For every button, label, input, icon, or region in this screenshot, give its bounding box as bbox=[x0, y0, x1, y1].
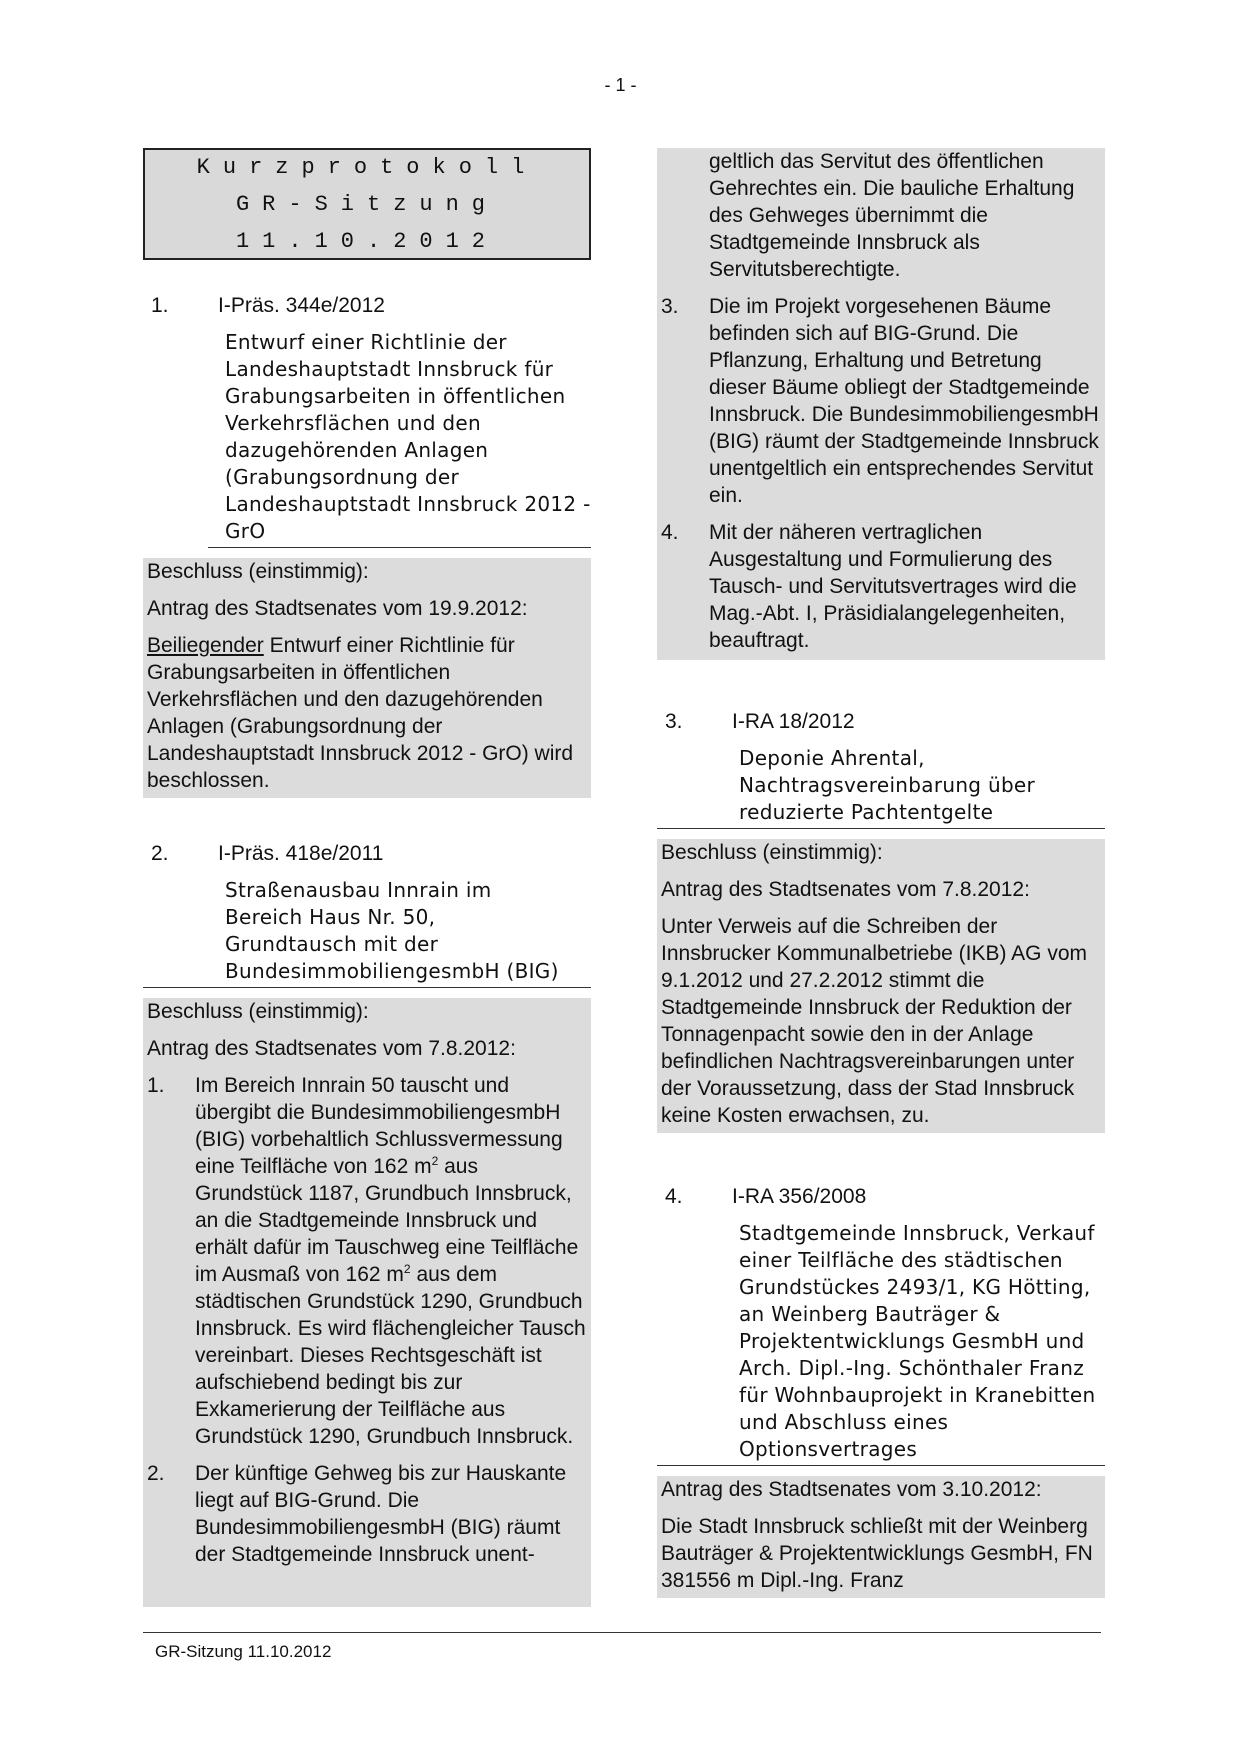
item-reference: I-Präs. 418e/2011 bbox=[218, 842, 384, 865]
motion-label: Antrag des Stadtsenates vom 7.8.2012: bbox=[661, 878, 1030, 901]
decision-label: Beschluss (einstimmig): bbox=[147, 1000, 369, 1023]
decision-label: Beschluss (einstimmig): bbox=[661, 841, 883, 864]
item-title: Stadtgemeinde Innsbruck, Verkauf einer Teilfläche des städtischen Grundstückes 2493/1, KG Hötting, an Weinberg Bauträger & Projektentwicklungs GesmbH und Arch. Dipl.-Ing. Schönthaler Franz für Wohnbauprojekt in Kranebitten und Abschluss eines Optionsvertrages bbox=[739, 1221, 1096, 1461]
point-number: 2. bbox=[147, 1462, 165, 1485]
item-title: Deponie Ahrental, Nachtragsvereinbarung über reduzierte Pachtentgelte bbox=[739, 746, 1036, 824]
item-title: Entwurf einer Richtlinie der Landeshauptstadt Innsbruck für Grabungsarbeiten in öffentlichen Verkehrsflächen und den dazugehörenden Anlagen (Grabungsordnung der Landeshauptstadt Innsbruck 2012 - GrO bbox=[225, 330, 591, 543]
decision-block bbox=[657, 839, 1105, 1133]
item-number: 2. bbox=[151, 842, 169, 865]
item-reference: I-Präs. 344e/2012 bbox=[218, 294, 385, 317]
title-line-1: Kurzprotokoll bbox=[196, 154, 538, 180]
divider bbox=[208, 547, 591, 548]
decision-label: Beschluss (einstimmig): bbox=[147, 560, 369, 583]
list-item bbox=[661, 509, 1101, 654]
footer: GR-Sitzung 11.10.2012 bbox=[155, 1642, 332, 1661]
item-number: 3. bbox=[665, 710, 683, 733]
agenda-item-4 bbox=[657, 1183, 1105, 1598]
decision-block bbox=[143, 558, 591, 798]
point-text: Der künftige Gehweg bis zur Hauskante liegt auf BIG-Grund. Die BundesimmobiliengesmbH (BIG) räumt der Stadtgemeinde Innsbruck unent- bbox=[195, 1462, 567, 1566]
point-text: Mit der näheren vertraglichen Ausgestaltung und Formulierung des Tausch- und Servitutsvertrages wird die Mag.-Abt. I, Präsidialangelegenheiten, beauftragt. bbox=[709, 521, 1077, 652]
agenda-item-2 bbox=[143, 840, 591, 1607]
continued-text: geltlich das Servitut des öffentlichen Gehrechtes ein. Die bauliche Erhaltung des Gehweges übernimmt die Stadtgemeinde Innsbruck als Servitutsberechtigte. bbox=[709, 150, 1075, 281]
point-text bbox=[195, 1072, 587, 1450]
item-reference: I-RA 356/2008 bbox=[732, 1185, 867, 1208]
decision-text: Die Stadt Innsbruck schließt mit der Weinberg Bauträger & Projektentwicklungs GesmbH, FN 381556 m Dipl.-Ing. Franz bbox=[661, 1515, 1093, 1592]
motion-label: Antrag des Stadtsenates vom 19.9.2012: bbox=[147, 597, 528, 620]
decision-text bbox=[147, 622, 587, 794]
divider bbox=[143, 987, 591, 988]
decision-block bbox=[657, 1476, 1105, 1598]
item-number: 1. bbox=[151, 294, 169, 317]
decision-text: Unter Verweis auf die Schreiben der Innsbrucker Kommunalbetriebe (IKB) AG vom 9.1.2012 und 27.2.2012 stimmt die Stadtgemeinde Innsbruck der Reduktion der Tonnagenpacht sowie den in der Anlage befindlichen Nachtragsvereinbarungen unter der Voraussetzung, dass der Stad Innsbruck keine Kosten erwachsen, zu. bbox=[661, 915, 1088, 1127]
agenda-item-1 bbox=[143, 292, 591, 798]
agenda-item-3 bbox=[657, 708, 1105, 1133]
decision-text-underlined: Beiliegender bbox=[147, 634, 264, 657]
right-column bbox=[657, 148, 1105, 1598]
divider bbox=[657, 828, 1105, 829]
point-number: 4. bbox=[661, 521, 679, 544]
footer-divider bbox=[143, 1632, 1101, 1633]
left-column bbox=[143, 148, 591, 1607]
point-number: 1. bbox=[147, 1074, 165, 1097]
divider bbox=[657, 1465, 1105, 1466]
item-reference: I-RA 18/2012 bbox=[732, 710, 855, 733]
decision-text-body: Entwurf einer Richtlinie für Grabungsarbeiten in öffentlichen Verkehrsflächen und den dazugehörenden Anlagen (Grabungsordnung der Landeshauptstadt Innsbruck 2012 - GrO) wird beschlossen. bbox=[147, 634, 574, 792]
point-text: Die im Projekt vorgesehenen Bäume befinden sich auf BIG-Grund. Die Pflanzung, Erhaltung und Betretung dieser Bäume obliegt der Stadtgemeinde Innsbruck. Die BundesimmobiliengesmbH (BIG) räumt der Stadtgemeinde Innsbruck unentgeltlich ein entsprechendes Servitut ein. bbox=[709, 295, 1099, 507]
decision-points bbox=[147, 1062, 587, 1568]
decision-block bbox=[143, 998, 591, 1607]
title-line-2: GR-Sitzung bbox=[235, 191, 499, 217]
decision-points-continued bbox=[661, 283, 1101, 654]
list-item bbox=[661, 283, 1101, 509]
title-box bbox=[143, 148, 591, 260]
item-number: 4. bbox=[665, 1185, 683, 1208]
decision-block-continued bbox=[657, 148, 1105, 660]
point-text-b: aus Grundstück 1187, Grundbuch Innsbruck, an die Stadtgemeinde Innsbruck und erhält dafür im Tauschweg eine Teilfläche im Ausmaß von 162 m bbox=[195, 1155, 579, 1286]
motion-label: Antrag des Stadtsenates vom 7.8.2012: bbox=[147, 1037, 516, 1060]
page-number: - 1 - bbox=[604, 75, 637, 95]
title-line-3: 11.10.2012 bbox=[235, 228, 499, 254]
superscript: 2 bbox=[403, 1262, 411, 1276]
point-text-c: aus dem städtischen Grundstück 1290, Grundbuch Innsbruck. Es wird flächengleicher Tausch vereinbart. Dieses Rechtsgeschäft ist aufschiebend bedingt bis zur Exkamerierung der Teilfläche aus Grundstück 1290, Grundbuch Innsbruck. bbox=[195, 1263, 586, 1448]
list-item bbox=[147, 1062, 587, 1450]
superscript: 2 bbox=[431, 1154, 439, 1168]
list-item bbox=[147, 1450, 587, 1568]
point-number: 3. bbox=[661, 295, 679, 318]
motion-label: Antrag des Stadtsenates vom 3.10.2012: bbox=[661, 1478, 1042, 1501]
item-title: Straßenausbau Innrain im Bereich Haus Nr. 50, Grundtausch mit der BundesimmobiliengesmbH (BIG) bbox=[225, 878, 559, 983]
point-text-a: Im Bereich Innrain 50 tauscht und übergibt die BundesimmobiliengesmbH (BIG) vorbehaltlich Schlussvermessung eine Teilfläche von 162 m bbox=[195, 1074, 563, 1178]
